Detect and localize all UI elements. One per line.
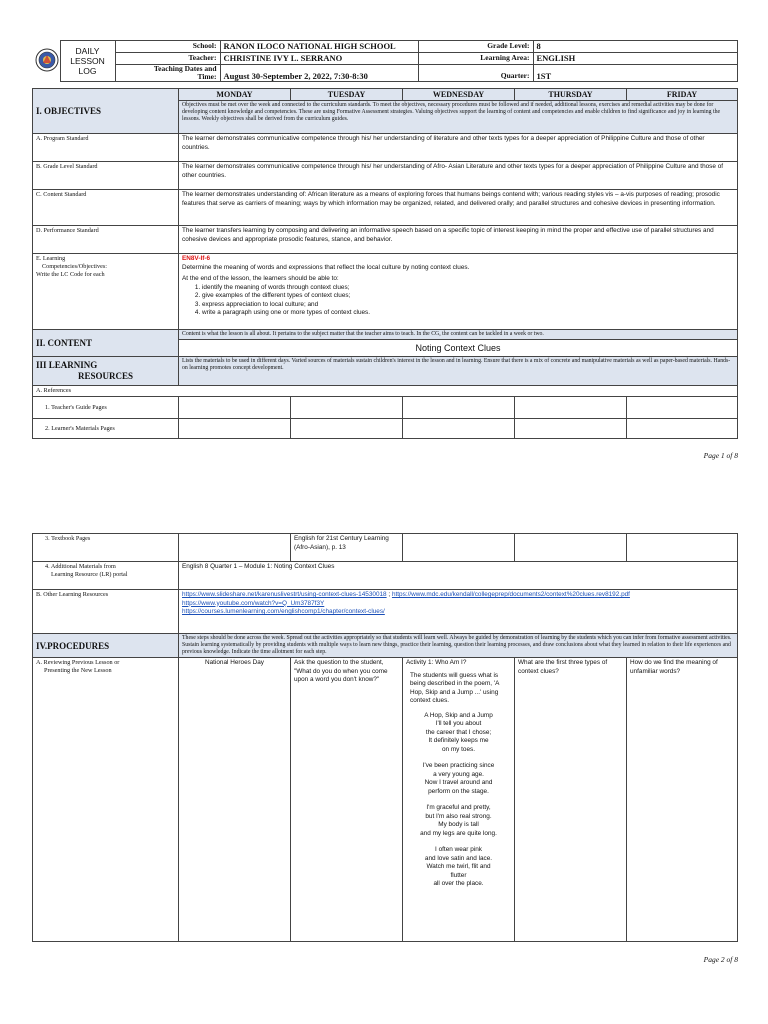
tg-monday [179, 397, 291, 419]
competencies-label [33, 254, 179, 330]
program-standard-text: The learner demonstrates communicative competence through his/ her understanding of literature and other texts types for a deeper appreciation of Philippine Culture and those of other countries. [179, 134, 738, 162]
content-standard-label: C. Content Standard [33, 190, 179, 226]
poem-line: the career that I chose; [425, 728, 492, 736]
dll-title [60, 41, 115, 82]
poem-stanza [406, 712, 511, 755]
lm-monday [179, 419, 291, 439]
day-monday: MONDAY [179, 89, 291, 101]
dll-line-1: DAILY [75, 46, 100, 56]
poem-line: I often wear pink [435, 846, 482, 853]
poem-line: all over the place. [433, 880, 484, 887]
objectives-table [32, 88, 738, 439]
resource-link[interactable]: https://www.mdc.edu/kendall/collegeprep/documents2/context%20clues.rev8192.pdf [391, 591, 630, 598]
tg-friday [627, 397, 738, 419]
dates-value: August 30-September 2, 2022, 7:30-8:30 [220, 65, 418, 82]
poem-line: but I'm also real strong. [425, 812, 492, 820]
school-value: RANON ILOCO NATIONAL HIGH SCHOOL [220, 41, 418, 53]
teacher-value: CHRISTINE IVY L. SERRANO [220, 53, 418, 65]
review-lesson-label-line-2: Presenting the New Lesson [44, 667, 112, 674]
grade-label: Grade Level: [418, 41, 533, 53]
teacher-label: Teacher: [115, 53, 220, 65]
poem-line: Watch me twirl, flit and [426, 863, 491, 870]
poem-line: I've been practicing since [422, 762, 495, 769]
school-label: School: [115, 41, 220, 53]
other-resources-label: B. Other Learning Resources [33, 590, 179, 634]
lm-wednesday [403, 419, 515, 439]
additional-materials-label [33, 562, 179, 590]
deped-seal-icon [35, 48, 59, 72]
poem-line: on my toes. [441, 745, 476, 753]
resources-title-line-2: RESOURCES [77, 371, 133, 381]
poem-line: a very young age. [433, 770, 484, 778]
deped-seal [32, 41, 60, 82]
review-monday: National Heroes Day [179, 658, 291, 942]
dates-label-line-1: Teaching Dates and [153, 64, 217, 73]
poem-line: Now I travel around and [424, 779, 493, 786]
dates-label [115, 65, 220, 82]
dll-line-2: LESSON [70, 56, 105, 66]
additional-materials-text: English 8 Quarter 1 – Module 1: Noting Context Clues [179, 562, 738, 590]
content-note: Content is what the lesson is all about. It pertains to the subject matter that the teacher aims to teach. In the CG, the content can be tackled in a week or two. [179, 330, 738, 340]
list-item: 4. write a paragraph using one or more types of context clues. [202, 309, 734, 318]
page-1-number: Page 1 of 8 [703, 451, 738, 460]
poem-line: I'll tell you about [435, 720, 482, 727]
poem-stanza [406, 846, 511, 889]
activity-intro: The students will guess what is being described in the poem, 'A Hop, Skip and a Jump ...' using context clues. [410, 671, 499, 704]
resource-link[interactable]: https://www.youtube.com/watch?v=Q_Um3787f3Y [182, 599, 325, 607]
dates-label-line-2: Time: [197, 72, 217, 81]
grade-level-standard-text: The learner demonstrates communicative competence through his/ her understanding of Afro- Asian Literature and other texts types for a deeper appreciation of Philippine Culture and those of other countries. [179, 162, 738, 190]
quarter-label: Quarter: [418, 65, 533, 82]
poem-line: It definitely keeps me [428, 737, 489, 744]
content-topic: Noting Context Clues [179, 340, 738, 357]
resources-note: Lists the materials to be used in different days. Varied sources of materials sustain children's interest in the lesson and in learning. Ensure that there is a mix of concrete and manipulative materials as well as paper-based materials. Hands-on learning promotes concept development. [179, 357, 738, 386]
activity-title: Activity 1: Who Am I? [406, 659, 467, 666]
page-2-number: Page 2 of 8 [703, 955, 738, 964]
day-thursday: THURSDAY [515, 89, 627, 101]
day-wednesday: WEDNESDAY [403, 89, 515, 101]
review-lesson-label [33, 658, 179, 942]
performance-standard-label: D. Performance Standard [33, 226, 179, 254]
grade-level-standard-label: B. Grade Level Standard [33, 162, 179, 190]
quarter-value: 1ST [533, 65, 738, 82]
page-2-table [32, 533, 738, 942]
tb-thursday [515, 534, 627, 562]
competencies-label-line-1: E. Learning [36, 255, 66, 262]
content-standard-text: The learner demonstrates understanding of: African literature as a means of exploring forces that humans beings contend with; various reading styles vis – a-vis purposes of reading; prosodic features that serve as carriers of meaning; ways by which information may be organized, related, and delivered orally; and parallel structures and cohesive devices in presenting information. [179, 190, 738, 226]
header-table [32, 40, 738, 82]
poem-line: and my legs are quite long. [420, 829, 497, 837]
poem-line: perform on the stage. [428, 787, 489, 795]
performance-standard-text: The learner transfers learning by composing and delivering an informative speech based on a specific topic of interest keeping in mind the proper and effective use of parallel structures and cohesive devices and appropriate prosodic features, stance, and behavior. [179, 226, 738, 254]
tb-tuesday: English for 21st Century Learning (Afro-Asian), p. 13 [291, 534, 403, 562]
page-2 [32, 533, 738, 942]
competencies-label-line-2: Competencies/Objectives: [42, 263, 107, 270]
review-tuesday: Ask the question to the student, "What do you do when you come upon a word you don't know?" [291, 658, 403, 942]
textbook-label: 3. Textbook Pages [33, 534, 179, 562]
content-title: II. CONTENT [33, 330, 179, 357]
objectives-list [182, 284, 734, 318]
learners-materials-label: 2. Learner's Materials Pages [33, 419, 179, 439]
tg-thursday [515, 397, 627, 419]
resources-title [33, 357, 179, 386]
program-standard-label: A. Program Standard [33, 134, 179, 162]
page-1 [32, 40, 738, 439]
review-wednesday [403, 658, 515, 942]
teachers-guide-label: 1. Teacher's Guide Pages [33, 397, 179, 419]
other-resources-links [179, 590, 738, 634]
grade-value: 8 [533, 41, 738, 53]
tb-monday [179, 534, 291, 562]
lm-friday [627, 419, 738, 439]
resource-link[interactable]: https://courses.lumenlearning.com/englishcomp1/chapter/context-clues/ [182, 608, 385, 615]
poem-line: flutter [450, 871, 467, 879]
objectives-intro: At the end of the lesson, the learners should be able to: [182, 275, 339, 282]
tg-tuesday [291, 397, 403, 419]
references-label: A. References [33, 386, 738, 397]
competencies-text [179, 254, 738, 330]
tg-wednesday [403, 397, 515, 419]
additional-materials-label-line-1: 4. Additional Materials from [45, 563, 116, 570]
tb-wednesday [403, 534, 515, 562]
poem-stanza [406, 762, 511, 796]
review-lesson-label-line-1: A. Reviewing Previous Lesson or [36, 659, 120, 666]
poem-line: and love satin and lace. [424, 854, 493, 862]
day-friday: FRIDAY [627, 89, 738, 101]
list-item: 3. express appreciation to local culture; and [202, 301, 734, 310]
resource-link[interactable]: https://www.slideshare.net/karenuslivestrt/using-context-clues-14530018 [182, 591, 387, 598]
list-item: 2. give examples of the different types of context clues; [202, 292, 734, 301]
objectives-note: Objectives must be met over the week and connected to the curriculum standards. To meet the objectives, necessary procedures must be followed and if needed, additional lessons, exercises and remedial activities may be done for developing content knowledge and competencies. These are using Formative Assessment strategies. Valuing objectives support the learning of content and competencies and enable children to find significance and joy in learning the lessons. Weekly objectives shall be derived from the curriculum guides. [179, 101, 738, 134]
tb-friday [627, 534, 738, 562]
lm-thursday [515, 419, 627, 439]
area-value: ENGLISH [533, 53, 738, 65]
additional-materials-label-line-2: Learning Resource (LR) portal [51, 571, 128, 578]
procedures-title: IV.PROCEDURES [33, 634, 179, 658]
review-friday: How do we find the meaning of unfamiliar words? [627, 658, 738, 942]
lc-code: EN8V-If-6 [182, 255, 211, 262]
lm-tuesday [291, 419, 403, 439]
poem-line: I'm graceful and pretty, [426, 804, 491, 811]
poem [406, 712, 511, 889]
resources-title-line-1: III LEARNING [36, 360, 98, 370]
procedures-note: These steps should be done across the week. Spread out the activities appropriately so that students will learn well. Always be guided by demonstration of learning by the students which you can infer from formative assessment activities. Sustain learning systematically by providing students with multiple ways to learn new things, practice their learning, question their learning processes, and draw conclusions about what they learned in relation to their life experiences and previous knowledge. Indicate the time allotment for each step. [179, 634, 738, 658]
objectives-title: I. OBJECTIVES [33, 89, 179, 134]
poem-line: My body is tall [438, 821, 479, 828]
day-tuesday: TUESDAY [291, 89, 403, 101]
link-separator: ; [386, 591, 392, 598]
dll-line-3: LOG [78, 66, 97, 76]
competencies-label-line-3: Write the LC Code for each [36, 271, 105, 278]
review-thursday: What are the first three types of context clues? [515, 658, 627, 942]
area-label: Learning Area: [418, 53, 533, 65]
poem-stanza [406, 804, 511, 838]
poem-line: A Hop, Skip and a Jump [424, 711, 493, 719]
competency-line: Determine the meaning of words and expressions that reflect the local culture by noting context clues. [182, 263, 470, 271]
list-item: 1. identify the meaning of words through context clues; [202, 284, 734, 293]
